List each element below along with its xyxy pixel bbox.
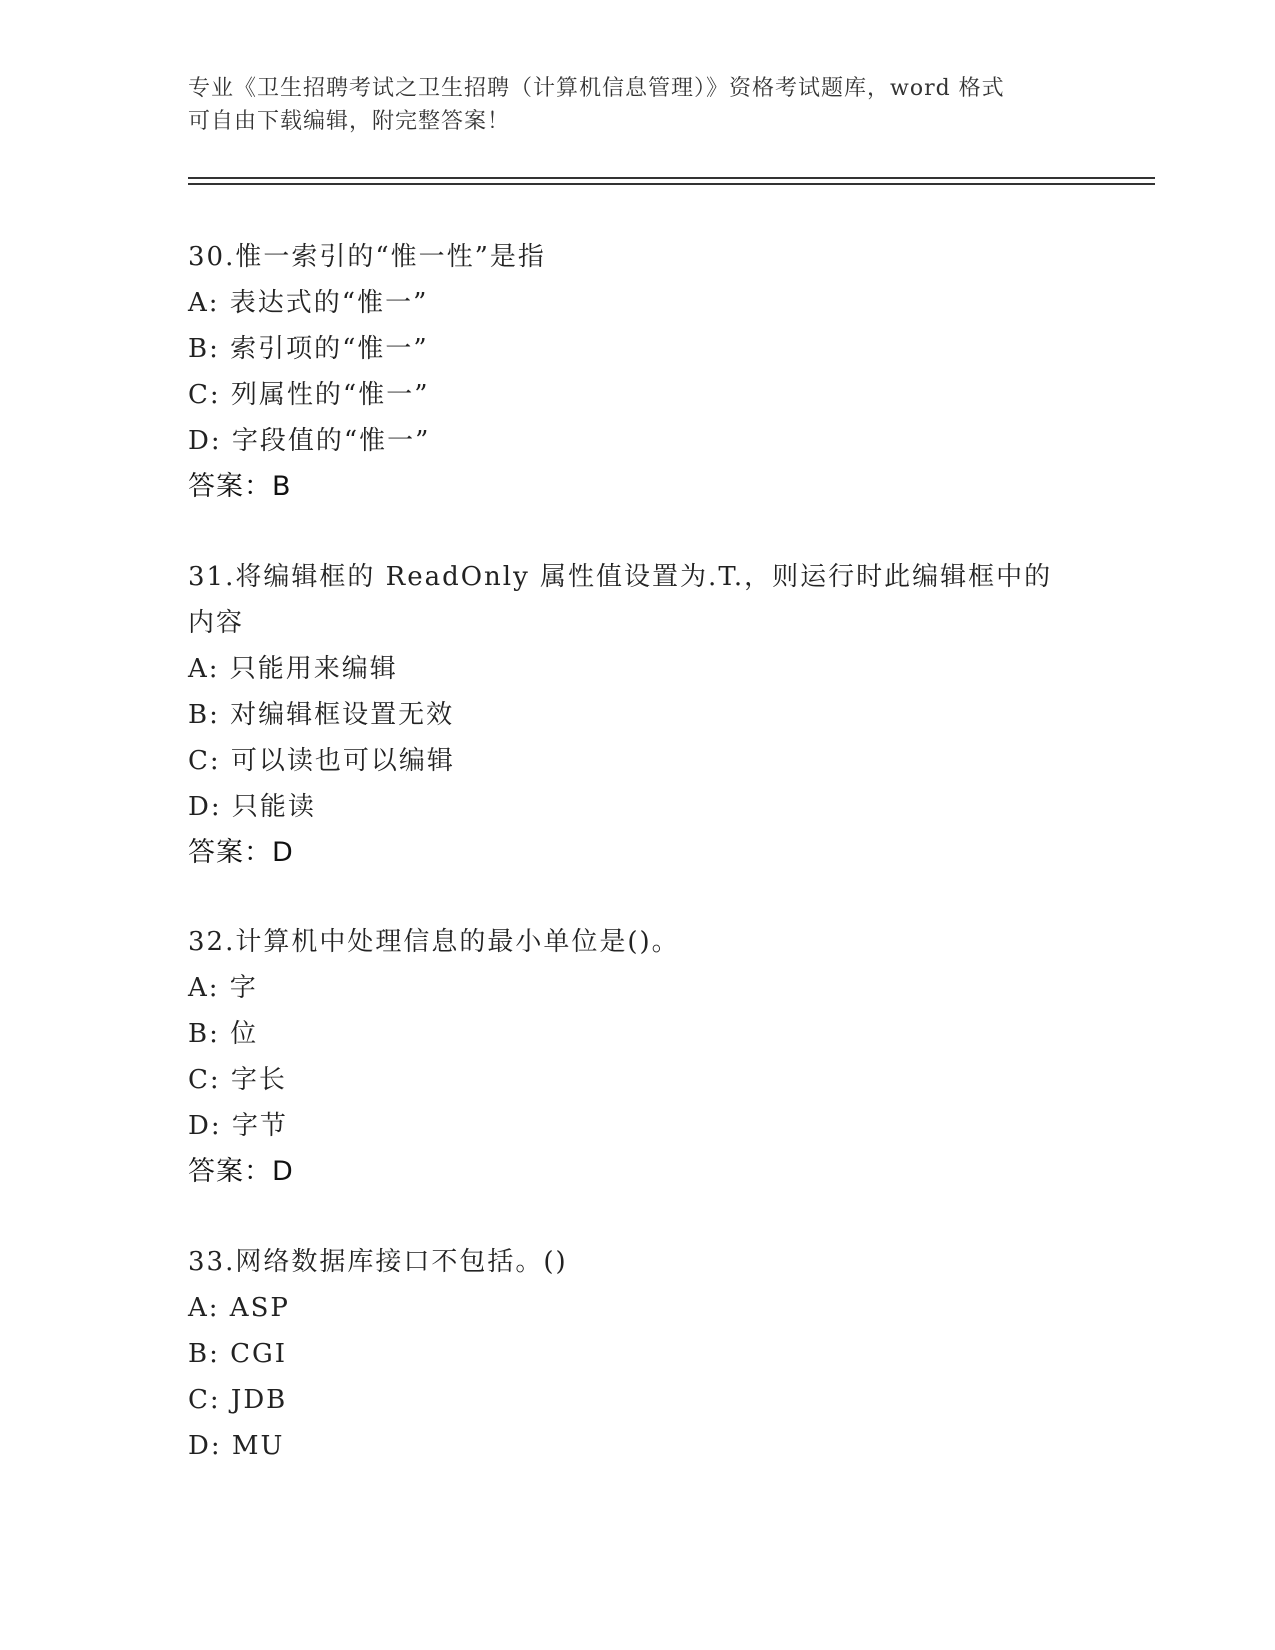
question-stem: 33.网络数据库接口不包括。() <box>188 1247 568 1277</box>
option-c: C: JDB <box>188 1385 288 1415</box>
option-b: B: 位 <box>188 1019 259 1049</box>
question-stem: 31.将编辑框的 ReadOnly 属性值设置为.T.，则运行时此编辑框中的内容 <box>188 562 1053 638</box>
option-b: B: 索引项的“惟一” <box>188 334 429 364</box>
question-33 <box>188 1239 1088 1469</box>
header-line-1: 专业《卫生招聘考试之卫生招聘（计算机信息管理）》资格考试题库，word 格式 <box>188 76 1005 101</box>
option-d: D: MU <box>188 1431 285 1461</box>
header-divider-top <box>188 177 1155 179</box>
option-b: B: CGI <box>188 1339 288 1369</box>
question-32 <box>188 919 1088 1195</box>
option-a: A: 表达式的“惟一” <box>188 288 429 318</box>
option-b: B: 对编辑框设置无效 <box>188 700 455 730</box>
question-30 <box>188 234 1088 510</box>
question-stem: 32.计算机中处理信息的最小单位是()。 <box>188 927 680 957</box>
option-d: D: 只能读 <box>188 792 316 822</box>
option-c: C: 列属性的“惟一” <box>188 380 430 410</box>
answer-line: 答案：D <box>188 1156 294 1187</box>
question-stem: 30.惟一索引的“惟一性”是指 <box>188 242 546 272</box>
header-divider-bottom <box>188 183 1155 185</box>
option-c: C: 字长 <box>188 1065 287 1095</box>
answer-line: 答案：D <box>188 837 294 868</box>
option-a: A: 字 <box>188 973 258 1003</box>
option-d: D: 字节 <box>188 1111 288 1141</box>
question-31 <box>188 554 1088 876</box>
header-line-2: 可自由下载编辑，附完整答案！ <box>188 109 511 134</box>
option-c: C: 可以读也可以编辑 <box>188 746 455 776</box>
document-header <box>188 72 1088 138</box>
option-d: D: 字段值的“惟一” <box>188 426 431 456</box>
answer-line: 答案：B <box>188 471 292 502</box>
option-a: A: 只能用来编辑 <box>188 654 398 684</box>
option-a: A: ASP <box>188 1293 290 1323</box>
